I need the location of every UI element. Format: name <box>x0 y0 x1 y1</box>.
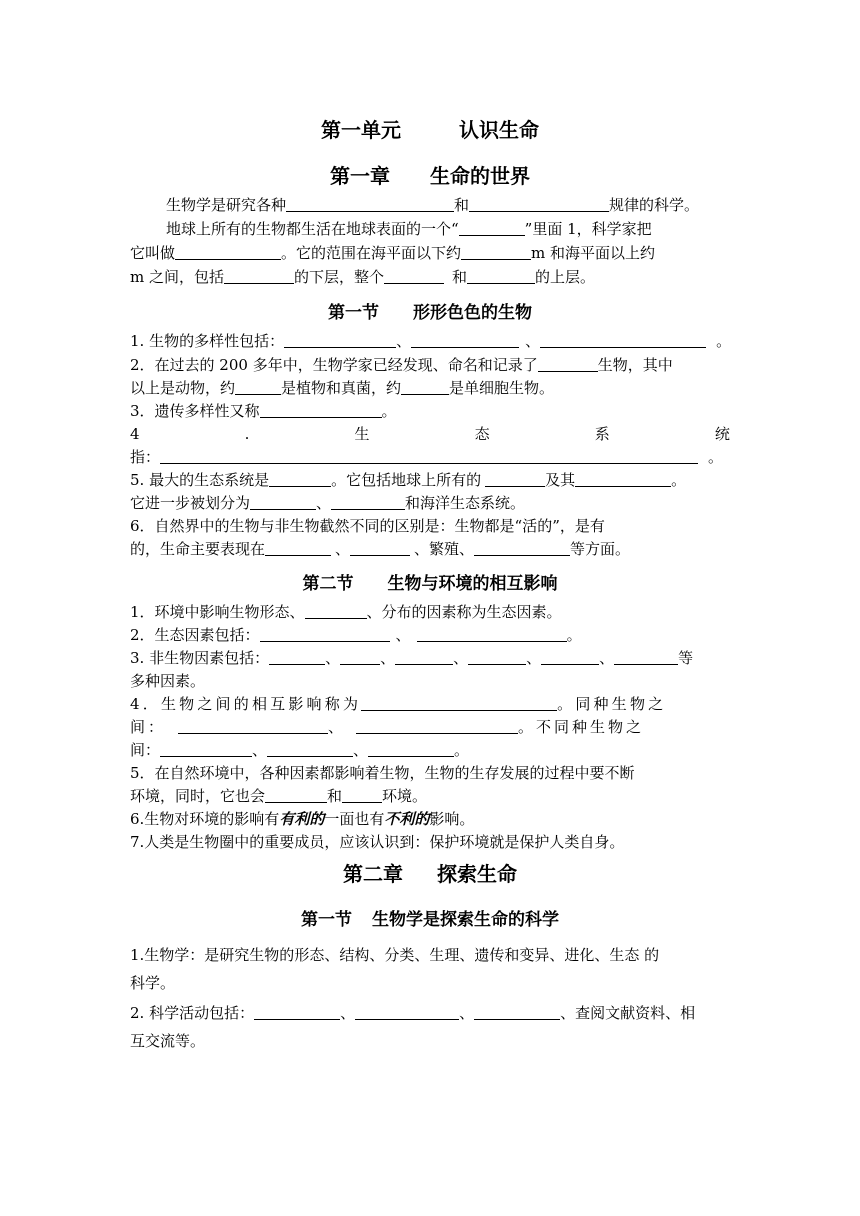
s2-line-9: 环境，同时，它也会 和 环境。 <box>130 787 428 805</box>
chapter-1-name: 生命的世界 <box>430 164 530 188</box>
blank[interactable] <box>474 1003 560 1020</box>
chapter-1-title <box>130 160 730 189</box>
blank[interactable] <box>269 648 325 665</box>
emphasis-unfavorable: 不利的 <box>384 810 430 828</box>
blank[interactable] <box>469 195 609 212</box>
blank[interactable] <box>350 539 410 556</box>
s1-line-9: 6．自然界中的生物与非生物截然不同的区别是：生物都是“活的”，是有 <box>130 517 605 535</box>
intro-line-3: 它叫做 。它的范围在海平面以下约 m 和海平面以上约 <box>130 244 656 262</box>
blank[interactable] <box>540 331 706 348</box>
blank[interactable] <box>467 267 535 284</box>
blank[interactable] <box>417 625 567 642</box>
chapter-2-title: 第二章 探索生命 <box>343 862 517 886</box>
unit-title <box>130 114 730 143</box>
blank[interactable] <box>305 602 367 619</box>
blank[interactable] <box>265 539 331 556</box>
blank[interactable] <box>265 786 327 803</box>
blank[interactable] <box>361 694 557 711</box>
s1-line-1: 1. 生物的多样性包括： 、 、 。 <box>130 332 732 350</box>
s3-line-1: 1.生物学：是研究生物的形态、结构、分类、生理、遗传和变异、进化、生态 的 <box>130 946 660 964</box>
blank[interactable] <box>235 378 281 395</box>
s3-line-2: 科学。 <box>130 974 176 992</box>
s1-line-7: 5. 最大的生态系统是 。它包括地球上所有的 及其 。 <box>130 471 687 489</box>
blank[interactable] <box>575 470 671 487</box>
s2-line-6: 间： 、 。不同种生物之 <box>130 718 645 736</box>
blank[interactable] <box>178 717 328 734</box>
s2-line-4: 多种因素。 <box>130 672 206 690</box>
blank[interactable] <box>368 740 454 757</box>
unit-title-number: 第一单元 <box>321 118 401 142</box>
s1-line-8: 它进一步被划分为 、 和海洋生态系统。 <box>130 494 526 512</box>
s2-line-3: 3. 非生物因素包括： 、 、 、 、 、 等 <box>130 649 694 667</box>
blank[interactable] <box>541 648 599 665</box>
blank[interactable] <box>468 648 526 665</box>
chapter-1-number: 第一章 <box>330 164 390 188</box>
blank[interactable] <box>160 740 252 757</box>
section-3-title: 第一节 生物学是探索生命的科学 <box>301 910 559 930</box>
blank[interactable] <box>614 648 678 665</box>
s1-line-10: 的，生命主要表现在 、 、繁殖、 等方面。 <box>130 540 631 558</box>
emphasis-favorable: 有利的 <box>279 810 325 828</box>
intro-line-4: m 之间，包括 的下层，整个 和 的上层。 <box>130 268 596 286</box>
s2-line-2: 2．生态因素包括： 、 。 <box>130 626 582 644</box>
blank[interactable] <box>260 625 390 642</box>
section-1-title: 第一节 形形色色的生物 <box>328 303 532 323</box>
blank[interactable] <box>459 219 525 236</box>
blank[interactable] <box>286 195 454 212</box>
blank[interactable] <box>474 539 570 556</box>
s1-line-4: 3．遗传多样性又称 。 <box>130 402 397 420</box>
s2-line-1: 1．环境中影响生物形态、 、分布的因素称为生态因素。 <box>130 603 562 621</box>
blank[interactable] <box>401 378 449 395</box>
s2-line-10: 6.生物对环境的影响有有利的一面也有不利的影响。 <box>130 810 475 828</box>
s1-line-6: 指： 。 <box>130 448 724 466</box>
blank[interactable] <box>284 331 396 348</box>
blank[interactable] <box>269 470 331 487</box>
blank[interactable] <box>355 1003 459 1020</box>
blank[interactable] <box>250 493 316 510</box>
s1-line-5: 4 . 生 态 系 统 <box>130 425 730 443</box>
s3-line-4: 互交流等。 <box>130 1032 206 1050</box>
s2-line-8: 5．在自然环境中，各种因素都影响着生物，生物的生存发展的过程中要不断 <box>130 764 635 782</box>
blank[interactable] <box>267 740 353 757</box>
blank[interactable] <box>254 1003 340 1020</box>
intro-line-1: 生物学是研究各种 和 规律的科学。 <box>166 196 700 214</box>
s1-line-2: 2．在过去的 200 多年中，生物学家已经发现、命名和记录了 生物，其中 <box>130 356 673 374</box>
s1-line-3: 以上是动物，约 是植物和真菌，约 是单细胞生物。 <box>130 379 555 397</box>
s2-line-5: 4．生物之间的相互影响称为 。同种生物之 <box>130 695 667 713</box>
blank[interactable] <box>411 331 519 348</box>
s3-line-3: 2. 科学活动包括： 、 、 、查阅文献资料、相 <box>130 1004 696 1022</box>
section-2-title: 第二节 生物与环境的相互影响 <box>302 574 558 594</box>
blank[interactable] <box>356 717 518 734</box>
blank[interactable] <box>485 470 545 487</box>
s2-line-7: 间： 、 、 。 <box>130 741 470 759</box>
intro-line-2: 地球上所有的生物都生活在地球表面的一个“ ”里面 1，科学家把 <box>166 220 652 238</box>
blank[interactable] <box>175 243 281 260</box>
blank[interactable] <box>331 493 405 510</box>
s2-line-11: 7.人类是生物圈中的重要成员，应该认识到：保护环境就是保护人类自身。 <box>130 833 625 851</box>
blank[interactable] <box>260 401 382 418</box>
blank[interactable] <box>160 447 698 464</box>
blank[interactable] <box>538 355 598 372</box>
blank[interactable] <box>384 267 444 284</box>
blank[interactable] <box>461 243 531 260</box>
blank[interactable] <box>342 786 382 803</box>
blank[interactable] <box>395 648 453 665</box>
blank[interactable] <box>340 648 380 665</box>
blank[interactable] <box>224 267 294 284</box>
unit-title-name: 认识生命 <box>459 118 539 142</box>
